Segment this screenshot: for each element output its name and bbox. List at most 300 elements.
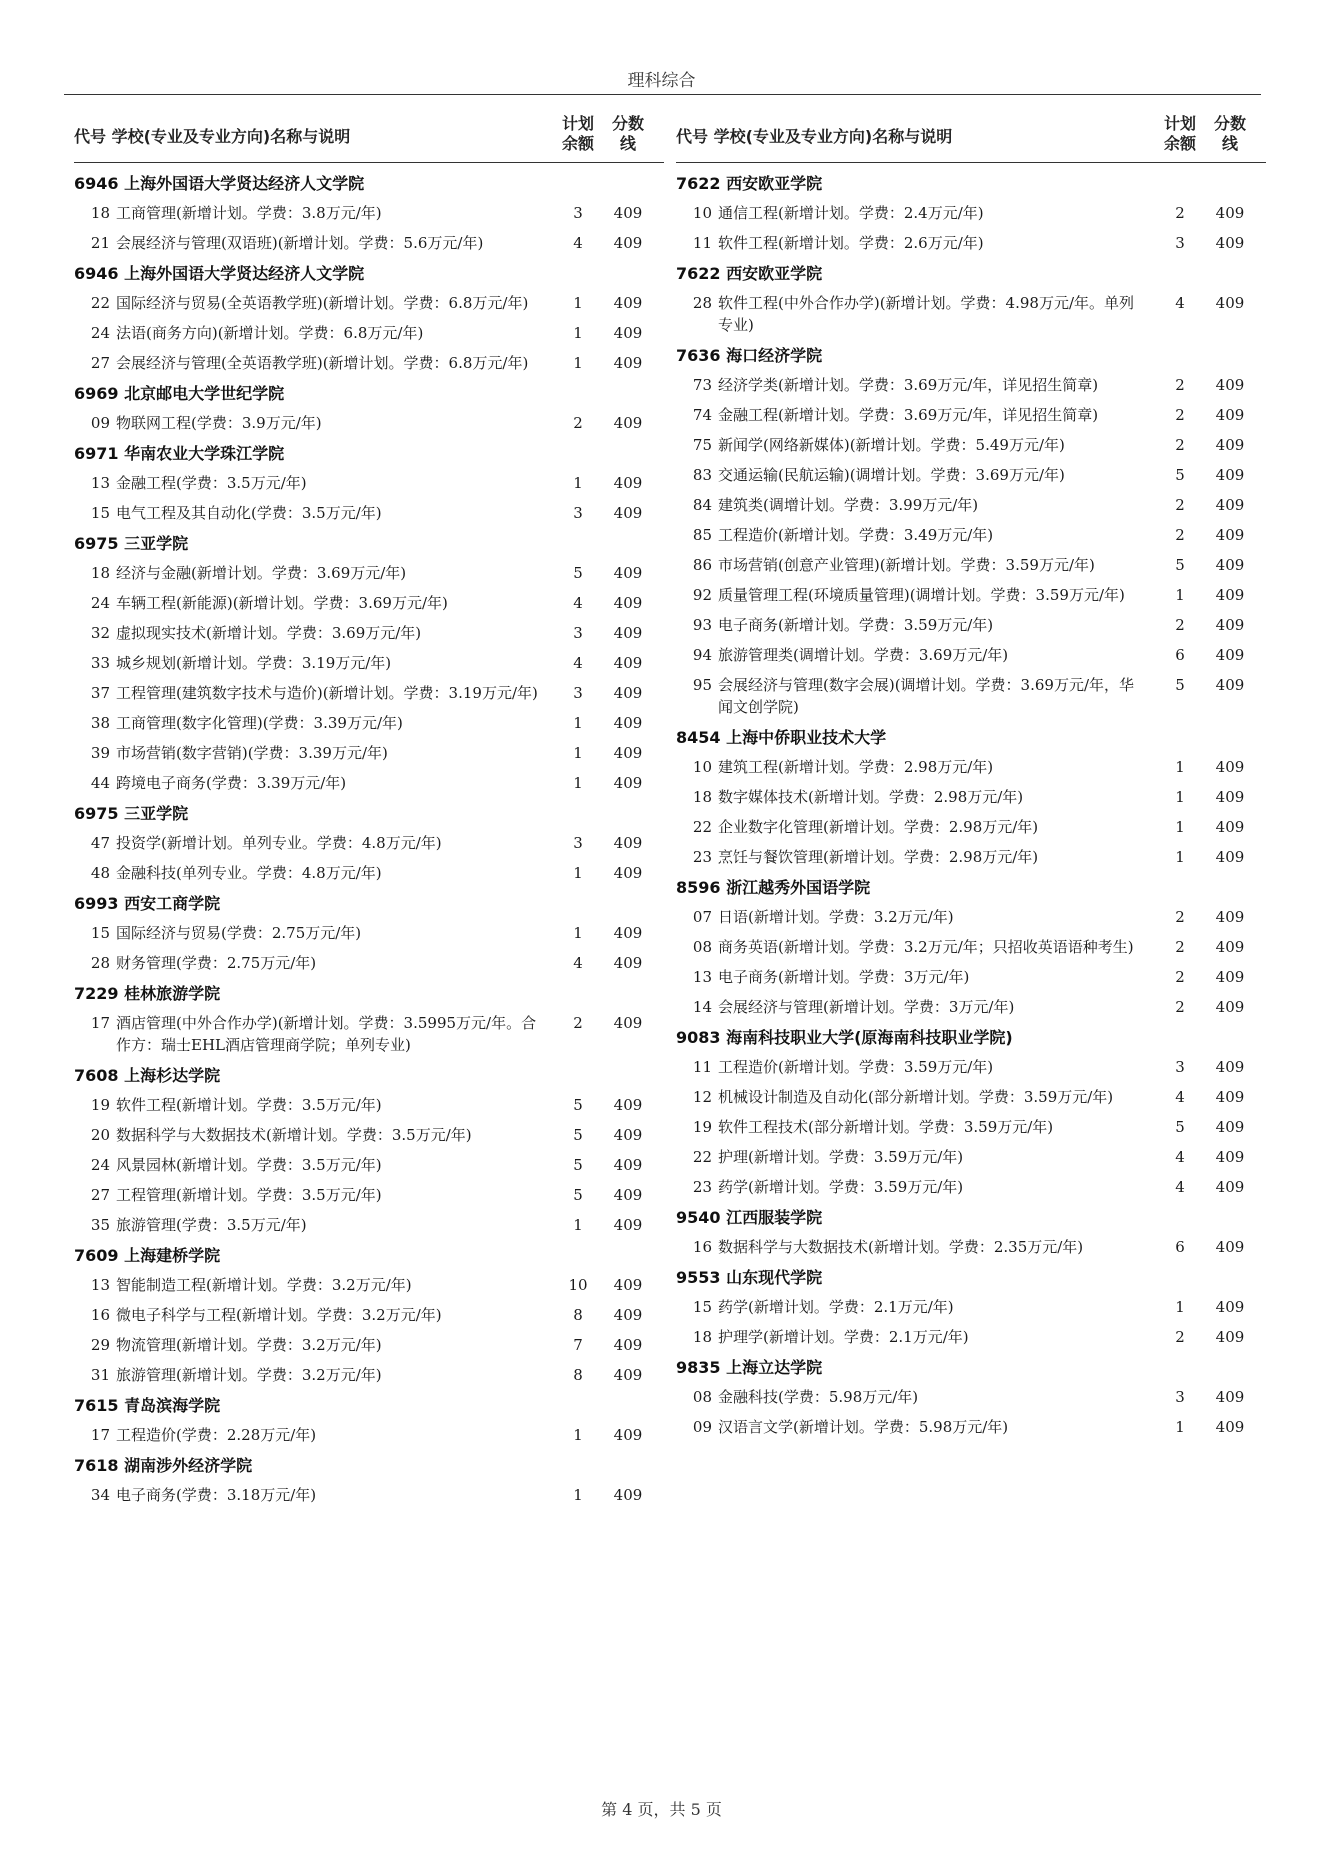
- school-name: 西安欧亚学院: [726, 264, 823, 283]
- major-code: 47: [90, 834, 110, 852]
- major-row: [676, 1413, 1266, 1443]
- major-name: 智能制造工程(新增计划。学费：3.2万元/年): [116, 1276, 412, 1294]
- major-quota: 3: [573, 684, 583, 702]
- major-quota: 1: [573, 1486, 583, 1504]
- major-row: [676, 1293, 1266, 1323]
- major-code: 84: [692, 496, 712, 514]
- school-heading: [74, 529, 664, 559]
- school-name: 江西服装学院: [726, 1208, 823, 1227]
- major-code: 27: [90, 354, 110, 372]
- major-score: 409: [613, 1336, 643, 1354]
- major-quota: 3: [1175, 1388, 1185, 1406]
- major-score: 409: [1215, 1238, 1245, 1256]
- major-row: [676, 1113, 1266, 1143]
- column-rule: [676, 162, 1266, 163]
- major-quota: 3: [1175, 234, 1185, 252]
- major-name: 国际经济与贸易(全英语教学班)(新增计划。学费：6.8万元/年): [116, 294, 529, 312]
- major-code: 22: [692, 1148, 712, 1166]
- major-score: 409: [613, 1014, 643, 1032]
- school-code: 6946: [74, 174, 119, 193]
- major-row: [676, 813, 1266, 843]
- major-name: 风景园林(新增计划。学费：3.5万元/年): [116, 1156, 382, 1174]
- major-code: 19: [90, 1096, 110, 1114]
- school-name: 上海外国语大学贤达经济人文学院: [124, 264, 365, 283]
- major-row: [74, 649, 664, 679]
- school-heading: [74, 1451, 664, 1481]
- school-heading: [676, 259, 1266, 289]
- major-row: [74, 859, 664, 889]
- school-heading: [74, 979, 664, 1009]
- major-score: 409: [1215, 1328, 1245, 1346]
- school-code: 7636: [676, 346, 721, 365]
- major-score: 409: [1215, 908, 1245, 926]
- major-quota: 5: [573, 564, 583, 582]
- major-name: 建筑类(调增计划。学费：3.99万元/年): [718, 496, 979, 514]
- major-quota: 5: [1175, 556, 1185, 574]
- major-score: 409: [1215, 556, 1245, 574]
- school-heading: [676, 1023, 1266, 1053]
- major-score: 409: [613, 684, 643, 702]
- major-quota: 4: [1175, 294, 1185, 312]
- major-row: [74, 1361, 664, 1391]
- major-quota: 8: [573, 1366, 583, 1384]
- major-row: [676, 461, 1266, 491]
- major-code: 08: [692, 938, 712, 956]
- major-name: 跨境电子商务(学费：3.39万元/年): [116, 774, 347, 792]
- major-code: 07: [692, 908, 712, 926]
- major-name: 药学(新增计划。学费：2.1万元/年): [718, 1298, 954, 1316]
- major-name: 工程造价(新增计划。学费：3.59万元/年): [718, 1058, 994, 1076]
- school-name: 华南农业大学珠江学院: [124, 444, 285, 463]
- major-score: 409: [1215, 1418, 1245, 1436]
- major-name: 车辆工程(新能源)(新增计划。学费：3.69万元/年): [116, 594, 448, 612]
- school-name: 山东现代学院: [726, 1268, 823, 1287]
- major-code: 86: [692, 556, 712, 574]
- school-code: 6971: [74, 444, 119, 463]
- major-quota: 1: [573, 864, 583, 882]
- major-score: 409: [1215, 526, 1245, 544]
- major-code: 22: [692, 818, 712, 836]
- school-code: 9083: [676, 1028, 721, 1047]
- major-score: 409: [613, 654, 643, 672]
- major-code: 18: [90, 564, 110, 582]
- major-code: 24: [90, 324, 110, 342]
- major-row: [74, 229, 664, 259]
- major-row: [676, 1173, 1266, 1203]
- major-score: 409: [613, 1186, 643, 1204]
- major-score: 409: [1215, 1058, 1245, 1076]
- major-code: 23: [692, 1178, 712, 1196]
- major-name: 经济与金融(新增计划。学费：3.69万元/年): [116, 564, 407, 582]
- major-row: [676, 753, 1266, 783]
- major-code: 09: [90, 414, 110, 432]
- school-name: 上海杉达学院: [124, 1066, 221, 1085]
- major-code: 18: [692, 788, 712, 806]
- school-heading: [74, 1061, 664, 1091]
- major-score: 409: [613, 504, 643, 522]
- major-code: 29: [90, 1336, 110, 1354]
- major-score: 409: [613, 204, 643, 222]
- major-row: [676, 551, 1266, 581]
- major-code: 15: [90, 924, 110, 942]
- major-name: 法语(商务方向)(新增计划。学费：6.8万元/年): [116, 324, 424, 342]
- major-quota: 4: [1175, 1178, 1185, 1196]
- major-quota: 6: [1175, 1238, 1185, 1256]
- major-score: 409: [613, 1426, 643, 1444]
- major-row: [74, 949, 664, 979]
- major-quota: 1: [1175, 1418, 1185, 1436]
- major-name: 投资学(新增计划。单列专业。学费：4.8万元/年): [116, 834, 442, 852]
- major-row: [74, 1009, 664, 1061]
- major-name: 虚拟现实技术(新增计划。学费：3.69万元/年): [116, 624, 422, 642]
- school-heading: [676, 1263, 1266, 1293]
- major-row: [676, 1383, 1266, 1413]
- major-row: [676, 229, 1266, 259]
- major-score: 409: [1215, 788, 1245, 806]
- school-code: 8596: [676, 878, 721, 897]
- major-score: 409: [1215, 848, 1245, 866]
- major-row: [74, 1301, 664, 1331]
- major-row: [676, 401, 1266, 431]
- major-name: 工商管理(新增计划。学费：3.8万元/年): [116, 204, 382, 222]
- school-heading: [74, 379, 664, 409]
- school-code: 7229: [74, 984, 119, 1003]
- school-heading: [74, 439, 664, 469]
- right-column: [676, 106, 1266, 1443]
- major-quota: 1: [573, 774, 583, 792]
- school-heading: [676, 169, 1266, 199]
- major-row: [676, 611, 1266, 641]
- major-row: [74, 499, 664, 529]
- major-code: 08: [692, 1388, 712, 1406]
- school-name: 上海立达学院: [726, 1358, 823, 1377]
- school-code: 7609: [74, 1246, 119, 1265]
- major-quota: 2: [1175, 436, 1185, 454]
- school-code: 7618: [74, 1456, 119, 1475]
- major-name: 市场营销(创意产业管理)(新增计划。学费：3.59万元/年): [718, 556, 1095, 574]
- school-code: 6946: [74, 264, 119, 283]
- major-code: 24: [90, 1156, 110, 1174]
- major-code: 94: [692, 646, 712, 664]
- major-score: 409: [1215, 646, 1245, 664]
- major-quota: 5: [573, 1096, 583, 1114]
- major-quota: 3: [573, 504, 583, 522]
- major-code: 74: [692, 406, 712, 424]
- major-quota: 1: [1175, 788, 1185, 806]
- major-quota: 2: [1175, 1328, 1185, 1346]
- school-code: 6975: [74, 804, 119, 823]
- right-entries: [676, 169, 1266, 1443]
- major-code: 18: [90, 204, 110, 222]
- major-score: 409: [613, 1156, 643, 1174]
- school-code: 7622: [676, 264, 721, 283]
- major-quota: 6: [1175, 646, 1185, 664]
- major-score: 409: [1215, 204, 1245, 222]
- school-name: 青岛滨海学院: [124, 1396, 221, 1415]
- school-heading: [74, 1241, 664, 1271]
- major-name: 金融工程(新增计划。学费：3.69万元/年，详见招生简章): [718, 406, 1099, 424]
- school-heading: [676, 723, 1266, 753]
- major-row: [74, 1271, 664, 1301]
- major-quota: 3: [573, 204, 583, 222]
- major-row: [74, 739, 664, 769]
- major-name: 会展经济与管理(全英语教学班)(新增计划。学费：6.8万元/年): [116, 354, 529, 372]
- major-code: 95: [692, 676, 712, 694]
- major-score: 409: [613, 294, 643, 312]
- major-row: [676, 933, 1266, 963]
- school-heading: [74, 889, 664, 919]
- major-code: 18: [692, 1328, 712, 1346]
- major-name: 经济学类(新增计划。学费：3.69万元/年，详见招生简章): [718, 376, 1099, 394]
- major-name: 机械设计制造及自动化(部分新增计划。学费：3.59万元/年): [718, 1088, 1114, 1106]
- major-quota: 2: [1175, 616, 1185, 634]
- major-quota: 2: [1175, 968, 1185, 986]
- major-code: 20: [90, 1126, 110, 1144]
- major-score: 409: [613, 1216, 643, 1234]
- major-name: 数字媒体技术(新增计划。学费：2.98万元/年): [718, 788, 1024, 806]
- school-code: 9540: [676, 1208, 721, 1227]
- major-name: 金融科技(单列专业。学费：4.8万元/年): [116, 864, 382, 882]
- major-score: 409: [1215, 234, 1245, 252]
- major-name: 电气工程及其自动化(学费：3.5万元/年): [116, 504, 382, 522]
- major-name: 护理(新增计划。学费：3.59万元/年): [718, 1148, 964, 1166]
- major-score: 409: [1215, 1148, 1245, 1166]
- major-code: 21: [90, 234, 110, 252]
- major-row: [676, 671, 1266, 723]
- major-quota: 1: [573, 1426, 583, 1444]
- school-name: 桂林旅游学院: [124, 984, 221, 1003]
- major-quota: 2: [1175, 496, 1185, 514]
- school-heading: [74, 259, 664, 289]
- major-code: 75: [692, 436, 712, 454]
- major-score: 409: [613, 624, 643, 642]
- major-code: 48: [90, 864, 110, 882]
- major-code: 34: [90, 1486, 110, 1504]
- major-score: 409: [613, 474, 643, 492]
- school-name: 海口经济学院: [726, 346, 823, 365]
- major-score: 409: [1215, 376, 1245, 394]
- major-quota: 10: [568, 1276, 588, 1294]
- major-quota: 1: [573, 1216, 583, 1234]
- major-code: 32: [90, 624, 110, 642]
- major-score: 409: [613, 714, 643, 732]
- major-row: [74, 1091, 664, 1121]
- major-score: 409: [1215, 758, 1245, 776]
- major-score: 409: [613, 954, 643, 972]
- column-title: 代号 学校(专业及专业方向)名称与说明: [74, 127, 351, 146]
- major-name: 软件工程(新增计划。学费：3.5万元/年): [116, 1096, 382, 1114]
- major-score: 409: [1215, 1388, 1245, 1406]
- school-name: 三亚学院: [124, 534, 189, 553]
- major-name: 数据科学与大数据技术(新增计划。学费：3.5万元/年): [116, 1126, 472, 1144]
- column-header: [676, 106, 1266, 162]
- major-row: [74, 1421, 664, 1451]
- major-quota: 1: [573, 744, 583, 762]
- major-row: [74, 679, 664, 709]
- major-code: 35: [90, 1216, 110, 1234]
- major-name: 工商管理(数字化管理)(学费：3.39万元/年): [116, 714, 403, 732]
- major-name: 软件工程(中外合作办学)(新增计划。学费：4.98万元/年。单列专业): [718, 294, 1135, 334]
- school-code: 9553: [676, 1268, 721, 1287]
- major-quota: 4: [573, 654, 583, 672]
- school-heading: [676, 1203, 1266, 1233]
- major-name: 旅游管理(新增计划。学费：3.2万元/年): [116, 1366, 382, 1384]
- major-quota: 2: [573, 1014, 583, 1032]
- major-score: 409: [1215, 616, 1245, 634]
- major-code: 11: [692, 234, 712, 252]
- school-code: 7622: [676, 174, 721, 193]
- major-row: [676, 993, 1266, 1023]
- major-quota: 1: [1175, 1298, 1185, 1316]
- major-row: [676, 903, 1266, 933]
- major-code: 13: [90, 1276, 110, 1294]
- major-name: 旅游管理类(调增计划。学费：3.69万元/年): [718, 646, 1009, 664]
- major-score: 409: [613, 564, 643, 582]
- major-row: [676, 843, 1266, 873]
- major-code: 10: [692, 758, 712, 776]
- major-quota: 1: [1175, 758, 1185, 776]
- school-heading: [676, 1353, 1266, 1383]
- major-score: 409: [613, 234, 643, 252]
- major-name: 质量管理工程(环境质量管理)(调增计划。学费：3.59万元/年): [718, 586, 1125, 604]
- major-name: 酒店管理(中外合作办学)(新增计划。学费：3.5995万元/年。合作方：瑞士EHL酒店管理商学院；单列专业): [116, 1014, 537, 1054]
- major-quota: 1: [573, 324, 583, 342]
- major-row: [74, 1121, 664, 1151]
- major-row: [74, 619, 664, 649]
- major-quota: 2: [1175, 376, 1185, 394]
- major-code: 27: [90, 1186, 110, 1204]
- major-name: 旅游管理(学费：3.5万元/年): [116, 1216, 307, 1234]
- major-quota: 8: [573, 1306, 583, 1324]
- major-name: 会展经济与管理(双语班)(新增计划。学费：5.6万元/年): [116, 234, 484, 252]
- major-code: 15: [90, 504, 110, 522]
- major-code: 22: [90, 294, 110, 312]
- major-score: 409: [1215, 968, 1245, 986]
- school-name: 西安欧亚学院: [726, 174, 823, 193]
- major-code: 09: [692, 1418, 712, 1436]
- major-quota: 2: [1175, 526, 1185, 544]
- major-row: [74, 1331, 664, 1361]
- major-code: 37: [90, 684, 110, 702]
- column-title: 代号 学校(专业及专业方向)名称与说明: [676, 127, 953, 146]
- major-quota: 2: [573, 414, 583, 432]
- major-name: 金融工程(学费：3.5万元/年): [116, 474, 307, 492]
- left-column: [74, 106, 664, 1511]
- major-code: 16: [692, 1238, 712, 1256]
- major-row: [74, 559, 664, 589]
- major-row: [74, 1151, 664, 1181]
- major-quota: 1: [1175, 586, 1185, 604]
- major-score: 409: [613, 1126, 643, 1144]
- major-quota: 3: [1175, 1058, 1185, 1076]
- major-score: 409: [1215, 818, 1245, 836]
- school-code: 7608: [74, 1066, 119, 1085]
- major-name: 日语(新增计划。学费：3.2万元/年): [718, 908, 954, 926]
- major-name: 软件工程技术(部分新增计划。学费：3.59万元/年): [718, 1118, 1054, 1136]
- major-code: 28: [692, 294, 712, 312]
- major-quota: 5: [1175, 676, 1185, 694]
- major-quota: 1: [573, 924, 583, 942]
- major-name: 烹饪与餐饮管理(新增计划。学费：2.98万元/年): [718, 848, 1039, 866]
- major-score: 409: [613, 834, 643, 852]
- major-score: 409: [613, 594, 643, 612]
- major-score: 409: [1215, 466, 1245, 484]
- school-name: 湖南涉外经济学院: [124, 1456, 253, 1475]
- major-quota: 4: [1175, 1088, 1185, 1106]
- major-row: [676, 1083, 1266, 1113]
- major-code: 38: [90, 714, 110, 732]
- major-row: [676, 289, 1266, 341]
- major-code: 85: [692, 526, 712, 544]
- major-quota: 2: [1175, 406, 1185, 424]
- major-name: 汉语言文学(新增计划。学费：5.98万元/年): [718, 1418, 1009, 1436]
- major-code: 19: [692, 1118, 712, 1136]
- major-quota: 5: [1175, 466, 1185, 484]
- school-name: 浙江越秀外国语学院: [726, 878, 871, 897]
- major-row: [676, 371, 1266, 401]
- column-header: [74, 106, 664, 162]
- major-name: 城乡规划(新增计划。学费：3.19万元/年): [116, 654, 392, 672]
- school-name: 三亚学院: [124, 804, 189, 823]
- major-row: [74, 349, 664, 379]
- major-quota: 7: [573, 1336, 583, 1354]
- major-code: 28: [90, 954, 110, 972]
- major-code: 11: [692, 1058, 712, 1076]
- school-name: 北京邮电大学世纪学院: [124, 384, 285, 403]
- major-score: 409: [613, 1276, 643, 1294]
- major-code: 44: [90, 774, 110, 792]
- major-quota: 1: [573, 294, 583, 312]
- school-heading: [676, 873, 1266, 903]
- major-code: 10: [692, 204, 712, 222]
- major-row: [74, 919, 664, 949]
- major-code: 24: [90, 594, 110, 612]
- major-quota: 5: [573, 1126, 583, 1144]
- major-name: 护理学(新增计划。学费：2.1万元/年): [718, 1328, 969, 1346]
- major-score: 409: [1215, 1178, 1245, 1196]
- major-row: [74, 469, 664, 499]
- major-score: 409: [613, 354, 643, 372]
- major-name: 商务英语(新增计划。学费：3.2万元/年；只招收英语语种考生): [718, 938, 1134, 956]
- major-quota: 1: [573, 714, 583, 732]
- major-code: 92: [692, 586, 712, 604]
- major-score: 409: [613, 1366, 643, 1384]
- major-score: 409: [613, 324, 643, 342]
- major-score: 409: [613, 414, 643, 432]
- school-name: 上海外国语大学贤达经济人文学院: [124, 174, 365, 193]
- school-name: 海南科技职业大学(原海南科技职业学院): [726, 1028, 1013, 1047]
- major-code: 33: [90, 654, 110, 672]
- major-name: 通信工程(新增计划。学费：2.4万元/年): [718, 204, 984, 222]
- major-name: 电子商务(新增计划。学费：3.59万元/年): [718, 616, 994, 634]
- major-row: [676, 521, 1266, 551]
- major-score: 409: [1215, 496, 1245, 514]
- major-name: 会展经济与管理(数字会展)(调增计划。学费：3.69万元/年，华闻文创学院): [718, 676, 1135, 716]
- major-score: 409: [1215, 294, 1245, 312]
- major-name: 工程造价(新增计划。学费：3.49万元/年): [718, 526, 994, 544]
- major-quota: 1: [1175, 818, 1185, 836]
- major-name: 数据科学与大数据技术(新增计划。学费：2.35万元/年): [718, 1238, 1084, 1256]
- major-score: 409: [1215, 436, 1245, 454]
- major-row: [74, 709, 664, 739]
- major-row: [676, 1323, 1266, 1353]
- major-quota: 4: [573, 594, 583, 612]
- column-rule: [74, 162, 664, 163]
- school-code: 8454: [676, 728, 721, 747]
- major-row: [74, 589, 664, 619]
- major-quota: 2: [1175, 908, 1185, 926]
- left-entries: [74, 169, 664, 1511]
